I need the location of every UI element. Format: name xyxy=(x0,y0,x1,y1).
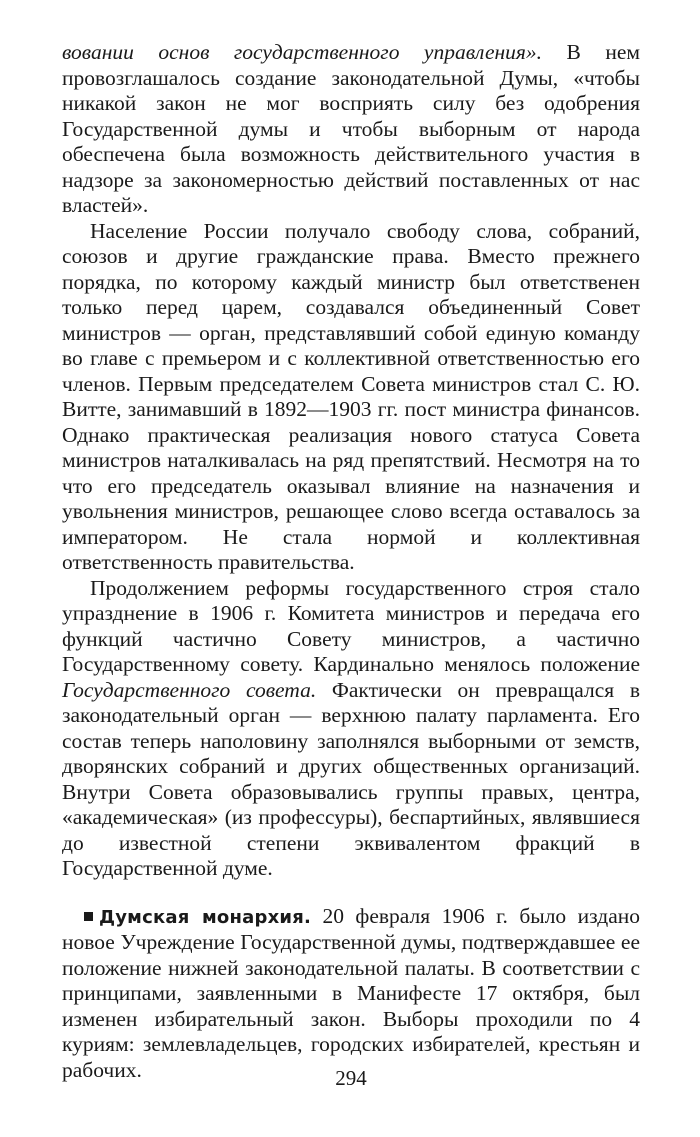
section-spacer xyxy=(62,882,640,904)
paragraph-2-text: Население России получало свободу слова, собраний, союзов и другие гражданские права. Вместо прежнего порядка, по которому каждый министр был ответственен только перед царем, создавался объединенный Совет министров — орган, представлявший собой единую команду во главе с премьером и с коллективной ответственностью его членов. Первым председателем Совета министров стал С. Ю. Витте, занимавший в 1892—1903 гг. пост министра финансов. Однако практическая реализация нового статуса Совета министров наталкивалась на ряд препятствий. Несмотря на то что его председатель оказывал влияние на назначения и увольнения министров, решающее слово всегда оставалось за императором. Не стала нормой и коллективная ответственность правительства. xyxy=(62,218,640,574)
paragraph-3-text-before: Продолжением реформы государственного строя стало упразднение в 1906 г. Комитета министров и передача его функций частично Совету министров, а частично Государственному совету. Кардинально менялось положение xyxy=(62,575,640,676)
paragraph-2 xyxy=(62,219,640,576)
section-paragraph xyxy=(62,904,640,1084)
paragraph-1 xyxy=(62,40,640,219)
section-heading: Думская монархия. xyxy=(99,906,311,928)
paragraph-3 xyxy=(62,576,640,882)
page-number: 294 xyxy=(335,1066,367,1090)
book-page xyxy=(62,40,640,1100)
section-text: 20 февраля 1906 г. было издано новое Учреждение Государственной думы, подтверждавшее ее положение нижней законодательной палаты. В соответствии с принципами, заявленными в Манифесте 17 октября, был изменен избирательный закон. Выборы проходили по 4 куриям: землевладельцев, городских избирателей, крестьян и рабочих. xyxy=(62,903,640,1082)
paragraph-1-italic-lead: вовании основ государственного управления». xyxy=(62,40,543,64)
square-bullet-icon xyxy=(84,912,93,921)
paragraph-1-text: В нем провозглашалось создание законодательной Думы, «чтобы никакой закон не мог восприять силу без одобрения Государственной думы и чтобы выборным от народа обеспечена была возможность действительного участия в надзоре за закономерностью действий поставленных от нас властей». xyxy=(62,40,640,217)
paragraph-3-italic-term: Государственного совета. xyxy=(62,677,317,702)
paragraph-3-text-after: Фактически он превращался в законодательный орган — верхнюю палату парламента. Его состав теперь наполовину заполнялся выборными от земств, дворянских собраний и других общественных организаций. Внутри Совета образовывались группы правых, центра, «академическая» (из профессуры), беспартийных, являвшиеся до известной степени эквивалентом фракций в Государственной думе. xyxy=(62,677,640,880)
